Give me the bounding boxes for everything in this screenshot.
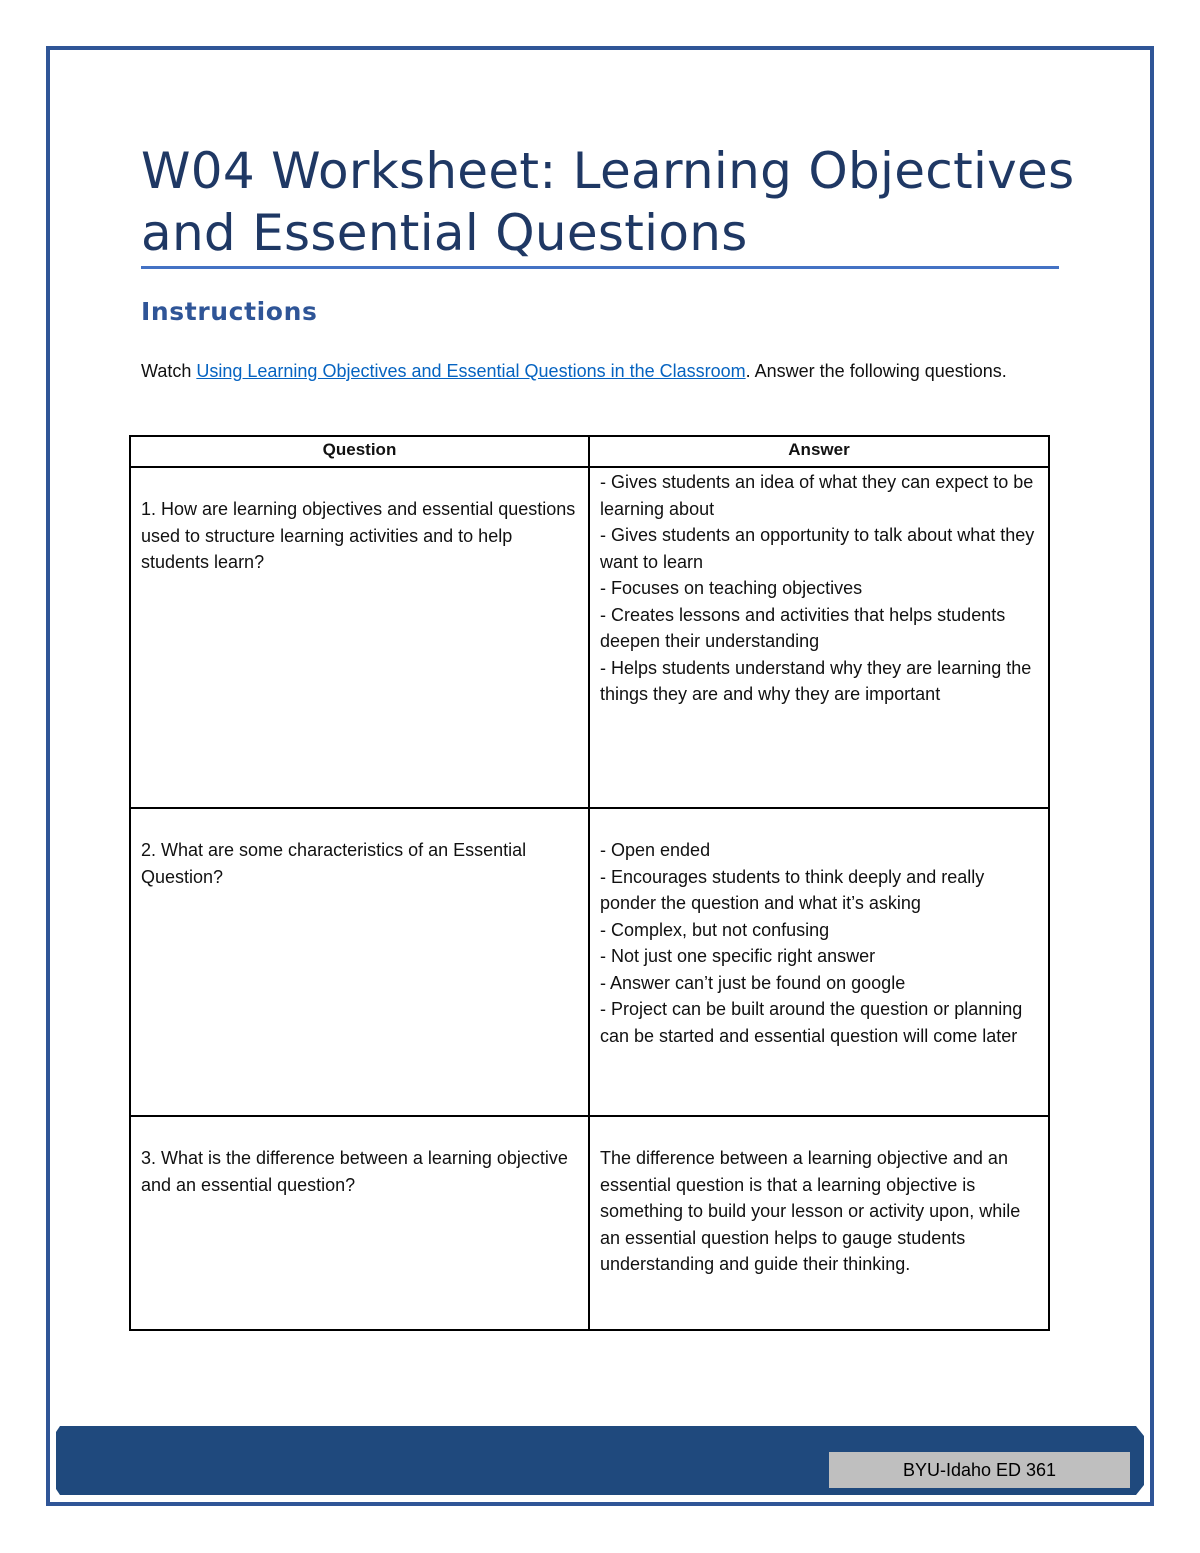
answer-item: The difference between a learning objective and an essential question is that a learning objective is something to build your lesson or activity upon, while an essential question helps to gauge students understanding and guide their thinking. [600,1148,1021,1274]
answer-item: - Helps students understand why they are learning the things they are and why they are important [600,657,1032,704]
video-link[interactable]: Using Learning Objectives and Essential Questions in the Classroom [196,361,746,381]
intro-suffix: . Answer the following questions. [745,361,1007,381]
answer-item: - Focuses on teaching objectives [600,578,863,598]
question-cell: 2. What are some characteristics of an Essential Question? [130,808,589,1116]
table-row [130,808,1049,1116]
instructions-text [141,356,1011,386]
answer-item: - Encourages students to think deeply and really ponder the question and what it’s asking [600,866,985,913]
answer-list [600,837,1038,1049]
table-row [130,467,1049,808]
answer-item: - Project can be built around the question or planning can be started and essential question will come later [600,999,1023,1046]
qa-table [129,435,1050,1331]
page-title: W04 Worksheet: Learning Objectives and Essential Questions [141,142,1075,262]
answer-item: - Answer can’t just be found on google [600,972,906,993]
answer-item: - Creates lessons and activities that helps students deepen their understanding [600,604,1006,651]
answer-list [600,1145,1038,1278]
answer-item: - Open ended [600,840,711,860]
column-header-question: Question [130,436,589,467]
table-header-row [130,436,1049,467]
answer-item: - Not just one specific right answer [600,946,876,966]
answer-cell [589,808,1049,1116]
title-underline [141,266,1059,269]
answer-cell [589,1116,1049,1330]
course-tag: BYU-Idaho ED 361 [827,1450,1132,1490]
answer-item: - Complex, but not confusing [600,919,830,940]
column-header-answer: Answer [589,436,1049,467]
question-cell: 1. How are learning objectives and essential questions used to structure learning activities and to help students learn? [130,467,589,808]
instructions-heading: Instructions [141,297,318,326]
table-row [130,1116,1049,1330]
question-cell: 3. What is the difference between a learning objective and an essential question? [130,1116,589,1330]
answer-item: - Gives students an opportunity to talk about what they want to learn [600,525,1035,572]
answer-cell [589,467,1049,808]
answer-item: - Gives students an idea of what they can expect to be learning about [600,472,1034,519]
answer-list [600,469,1038,708]
intro-prefix: Watch [141,361,197,381]
